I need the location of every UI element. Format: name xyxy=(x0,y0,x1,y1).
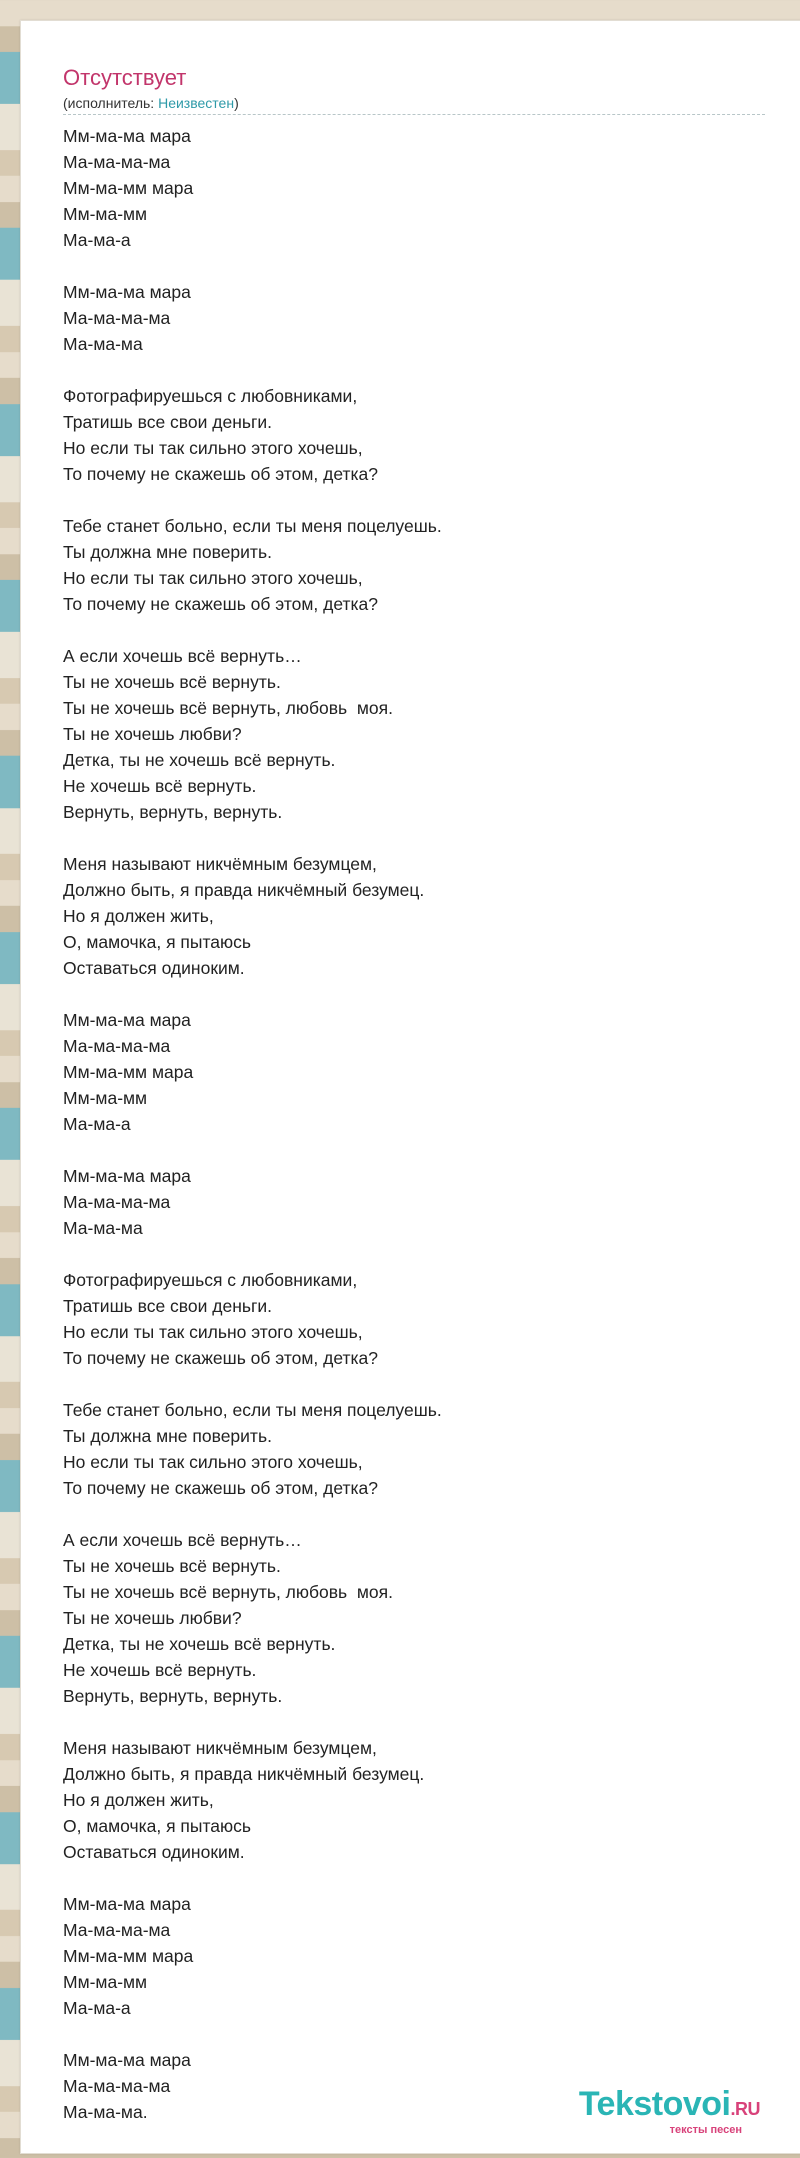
stanza-break xyxy=(63,253,783,279)
logo-tld: .RU xyxy=(730,2099,760,2119)
lyric-line: Мм-ма-мм мара xyxy=(63,1946,194,1966)
lyric-line: Но если ты так сильно этого хочешь, xyxy=(63,1322,363,1342)
lyric-line: Ма-ма-а xyxy=(63,1998,131,2018)
divider xyxy=(63,114,765,115)
lyric-line: Ты не хочешь всё вернуть. xyxy=(63,672,281,692)
lyric-line: Детка, ты не хочешь всё вернуть. xyxy=(63,1634,336,1654)
lyric-line: Ма-ма-ма-ма xyxy=(63,1192,171,1212)
lyric-line: Ма-ма-ма. xyxy=(63,2102,148,2122)
lyric-line: Ты должна мне поверить. xyxy=(63,542,272,562)
lyric-line: Должно быть, я правда никчёмный безумец. xyxy=(63,1764,425,1784)
lyric-line: Ты не хочешь всё вернуть, любовь моя. xyxy=(63,698,394,718)
lyric-line: Ты должна мне поверить. xyxy=(63,1426,272,1446)
stanza-break xyxy=(63,981,783,1007)
lyric-line: Оставаться одиноким. xyxy=(63,1842,245,1862)
stanza-break xyxy=(63,2021,783,2047)
lyric-line: Детка, ты не хочешь всё вернуть. xyxy=(63,750,336,770)
lyric-line: Мм-ма-мм xyxy=(63,1088,148,1108)
lyric-line: Ма-ма-а xyxy=(63,1114,131,1134)
stanza-break xyxy=(63,1709,783,1735)
stanza-break xyxy=(63,1501,783,1527)
lyric-line: Ма-ма-а xyxy=(63,230,131,250)
lyric-line: Фотографируешься с любовниками, xyxy=(63,386,358,406)
lyric-line: Но если ты так сильно этого хочешь, xyxy=(63,438,363,458)
lyric-line: Тебе станет больно, если ты меня поцелуешь. xyxy=(63,1400,442,1420)
lyric-line: О, мамочка, я пытаюсь xyxy=(63,932,252,952)
lyric-line: Мм-ма-мм мара xyxy=(63,1062,194,1082)
lyric-line: Тратишь все свои деньги. xyxy=(63,1296,273,1316)
lyric-line: Мм-ма-ма мара xyxy=(63,2050,191,2070)
lyric-line: То почему не скажешь об этом, детка? xyxy=(63,1478,379,1498)
lyric-line: Не хочешь всё вернуть. xyxy=(63,1660,257,1680)
stanza-break xyxy=(63,1865,783,1891)
lyric-line: Меня называют никчёмным безумцем, xyxy=(63,1738,377,1758)
stanza-break xyxy=(63,1371,783,1397)
performer-suffix: ) xyxy=(234,95,239,111)
stanza-break xyxy=(63,1137,783,1163)
lyrics-body xyxy=(63,123,783,2125)
lyric-line: Ма-ма-ма xyxy=(63,1218,143,1238)
performer-line xyxy=(63,94,783,112)
lyric-line: Мм-ма-ма мара xyxy=(63,126,191,146)
lyrics-card xyxy=(20,20,800,2154)
lyric-line: Ма-ма-ма-ма xyxy=(63,2076,171,2096)
lyric-line: Тратишь все свои деньги. xyxy=(63,412,273,432)
lyric-line: Меня называют никчёмным безумцем, xyxy=(63,854,377,874)
lyric-line: Ты не хочешь любви? xyxy=(63,1608,242,1628)
lyric-line: Но я должен жить, xyxy=(63,1790,214,1810)
lyric-line: О, мамочка, я пытаюсь xyxy=(63,1816,252,1836)
stanza-break xyxy=(63,617,783,643)
lyric-line: То почему не скажешь об этом, детка? xyxy=(63,594,379,614)
lyric-line: Ма-ма-ма-ма xyxy=(63,1920,171,1940)
lyric-line: Ма-ма-ма-ма xyxy=(63,308,171,328)
lyric-line: Тебе станет больно, если ты меня поцелуешь. xyxy=(63,516,442,536)
lyric-line: А если хочешь всё вернуть… xyxy=(63,646,302,666)
lyric-line: То почему не скажешь об этом, детка? xyxy=(63,464,379,484)
lyric-line: Ты не хочешь любви? xyxy=(63,724,242,744)
lyric-line: Ты не хочешь всё вернуть. xyxy=(63,1556,281,1576)
logo-name: Tekstovoi xyxy=(578,2085,731,2123)
performer-prefix: (исполнитель: xyxy=(63,95,159,111)
logo-wordmark xyxy=(579,2087,760,2126)
lyric-line: Ты не хочешь всё вернуть, любовь моя. xyxy=(63,1582,394,1602)
stanza-break xyxy=(63,487,783,513)
song-title: Отсутствует xyxy=(63,65,187,90)
performer-link[interactable]: Неизвестен xyxy=(158,95,235,111)
lyric-line: Вернуть, вернуть, вернуть. xyxy=(63,1686,283,1706)
lyric-line: Оставаться одиноким. xyxy=(63,958,245,978)
stanza-break xyxy=(63,1241,783,1267)
lyric-line: Вернуть, вернуть, вернуть. xyxy=(63,802,283,822)
lyric-line: Ма-ма-ма-ма xyxy=(63,1036,171,1056)
lyric-line: Но если ты так сильно этого хочешь, xyxy=(63,568,363,588)
lyric-line: Мм-ма-ма мара xyxy=(63,1894,191,1914)
lyric-line: Фотографируешься с любовниками, xyxy=(63,1270,358,1290)
lyric-line: Мм-ма-мм xyxy=(63,204,148,224)
lyric-line: Ма-ма-ма xyxy=(63,334,143,354)
lyric-line: То почему не скажешь об этом, детка? xyxy=(63,1348,379,1368)
lyric-line: Мм-ма-ма мара xyxy=(63,1010,191,1030)
lyric-line: Не хочешь всё вернуть. xyxy=(63,776,257,796)
site-logo[interactable] xyxy=(579,2087,760,2136)
lyric-line: Ма-ма-ма-ма xyxy=(63,152,171,172)
lyric-line: Но если ты так сильно этого хочешь, xyxy=(63,1452,363,1472)
lyric-line: Мм-ма-мм xyxy=(63,1972,148,1992)
lyric-line: Мм-ма-ма мара xyxy=(63,1166,191,1186)
stanza-break xyxy=(63,825,783,851)
logo-tagline: тексты песен xyxy=(669,2124,742,2136)
lyric-line: Но я должен жить, xyxy=(63,906,214,926)
lyric-line: Мм-ма-мм мара xyxy=(63,178,194,198)
lyric-line: Должно быть, я правда никчёмный безумец. xyxy=(63,880,425,900)
lyric-line: Мм-ма-ма мара xyxy=(63,282,191,302)
lyric-line: А если хочешь всё вернуть… xyxy=(63,1530,302,1550)
stanza-break xyxy=(63,357,783,383)
